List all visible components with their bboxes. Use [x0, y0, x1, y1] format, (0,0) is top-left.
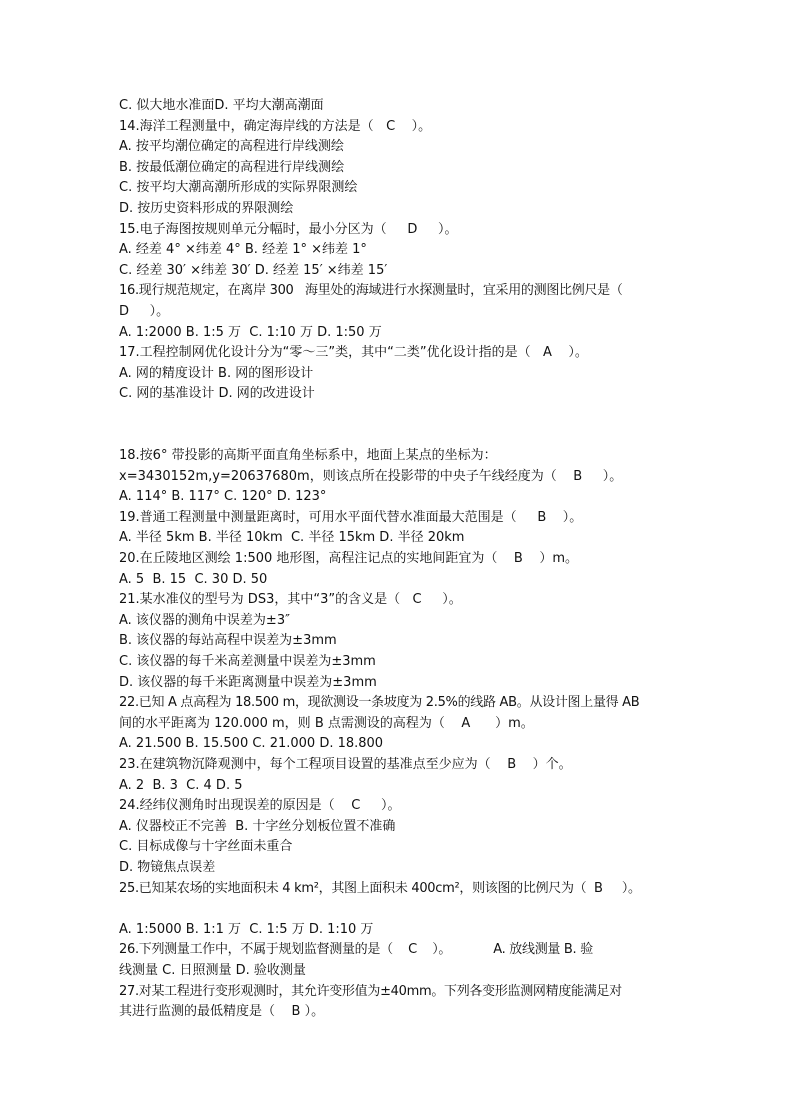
option-line: D. 物镜焦点误差	[119, 859, 216, 875]
question-line: 19.普通工程测量中测量距离时，可用水平面代替水准面最大范围是（ B ）。	[119, 509, 583, 525]
blank-line	[119, 426, 679, 447]
question-line: 25.已知某农场的实地面积未 4 km²，其图上面积未 400cm²，则该图的比例尺为（ B ）。	[119, 880, 641, 896]
option-line: A. 经差 4° ×纬差 4° B. 经差 1° ×纬差 1°	[119, 242, 367, 258]
option-line: A. 5 B. 15 C. 30 D. 50	[119, 571, 268, 587]
option-line: C. 该仪器的每千米高差测量中误差为±3mm	[119, 654, 376, 670]
option-line: A. 半径 5km B. 半径 10km C. 半径 15km D. 半径 20km	[119, 530, 465, 546]
question-line-continued: D ）。	[119, 303, 170, 319]
question-line: 23.在建筑物沉降观测中，每个工程项目设置的基准点至少应为（ B ）个。	[119, 757, 572, 772]
option-line: D. 该仪器的每千米距离测量中误差为±3mm	[119, 674, 377, 690]
option-line: 线测量 C. 日照测量 D. 验收测量	[119, 962, 306, 978]
question-line: 18.按6° 带投影的高斯平面直角坐标系中，地面上某点的坐标为：	[119, 448, 497, 464]
question-line: 21.某水准仪的型号为 DS3，其中“3”的含义是（ C ）。	[119, 592, 462, 608]
option-line: A. 21.500 B. 15.500 C. 21.000 D. 18.800	[119, 736, 384, 752]
option-line: A. 1:5000 B. 1:1 万 C. 1:5 万 D. 1:10 万	[119, 921, 374, 937]
option-line: A. 1:2000 B. 1:5 万 C. 1:10 万 D. 1:50 万	[119, 324, 382, 340]
option-line: A. 按平均潮位确定的高程进行岸线测绘	[119, 139, 344, 155]
option-line: C. 似大地水准面D. 平均大潮高潮面	[119, 98, 324, 113]
option-line: B. 按最低潮位确定的高程进行岸线测绘	[119, 159, 345, 175]
option-line: A. 该仪器的测角中误差为±3″	[119, 612, 290, 628]
option-line: D. 按历史资料形成的界限测绘	[119, 200, 294, 216]
option-line: A. 网的精度设计 B. 网的图形设计	[119, 365, 314, 381]
question-line: 15.电子海图按规则单元分幅时，最小分区为（ D ）。	[119, 221, 458, 237]
option-line: B. 该仪器的每站高程中误差为±3mm	[119, 633, 337, 649]
option-line: C. 经差 30′ ×纬差 30′ D. 经差 15′ ×纬差 15′	[119, 262, 388, 278]
blank-line	[119, 405, 679, 426]
option-line: A. 仪器校正不完善 B. 十字丝分划板位置不准确	[119, 818, 396, 834]
blank-line	[119, 899, 679, 920]
option-line: C. 按平均大潮高潮所形成的实际界限测绘	[119, 180, 358, 196]
document-page	[119, 96, 679, 1023]
question-line-continued: 其进行监测的最低精度是（ B ）。	[119, 1004, 325, 1020]
option-line: A. 2 B. 3 C. 4 D. 5	[119, 777, 243, 793]
question-line-continued: x=3430152m,y=20637680m，则该点所在投影带的中央子午线经度为（ B ）。	[119, 468, 623, 484]
question-line: 16.现行规范规定，在离岸 300 海里处的海域进行水探测量时，宜采用的测图比例尺是（	[119, 283, 623, 299]
question-line: 17.工程控制网优化设计分为“零～三”类，其中“二类”优化设计指的是（ A ）。	[119, 345, 588, 361]
question-line: 22.已知 A 点高程为 18.500 m，现欲测设一条坡度为 2.5%的线路 AB。从设计图上量得 AB	[119, 695, 640, 711]
option-line: C. 目标成像与十字丝面未重合	[119, 839, 293, 855]
question-line: 14.海洋工程测量中，确定海岸线的方法是（ C ）。	[119, 118, 432, 134]
option-line: A. 114° B. 117° C. 120° D. 123°	[119, 489, 327, 505]
option-line: C. 网的基准设计 D. 网的改进设计	[119, 386, 315, 402]
question-line-continued: 间的水平距离为 120.000 m，则 B 点需测设的高程为（ A ）m。	[119, 715, 534, 731]
question-line: 20.在丘陵地区测绘 1:500 地形图，高程注记点的实地间距宜为（ B ）m。	[119, 551, 579, 567]
question-line: 27.对某工程进行变形观测时，其允许变形值为±40mm。下列各变形监测网精度能满足对	[119, 983, 622, 999]
question-line: 26.下列测量工作中，不属于规划监督测量的是（ C ）。 A. 放线测量 B. 验	[119, 942, 593, 958]
question-line: 24.经纬仪测角时出现误差的原因是（ C ）。	[119, 798, 401, 814]
